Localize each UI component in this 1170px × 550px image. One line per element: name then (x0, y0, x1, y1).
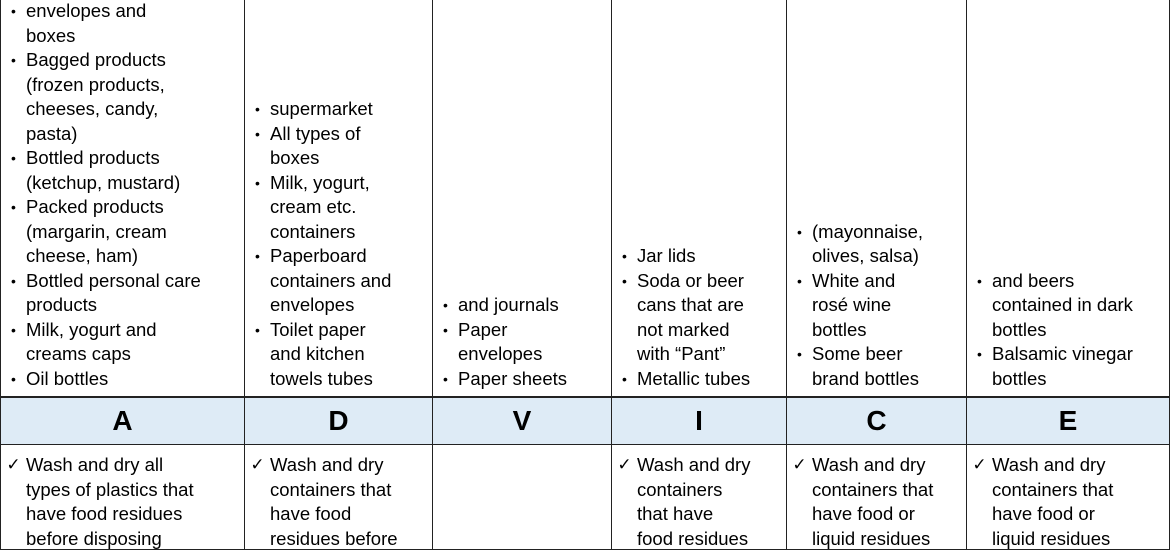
item-text-line: Milk, yogurt, (270, 171, 370, 193)
item-text-line: containers that (812, 478, 934, 500)
item-text-line: Paper sheets (458, 367, 568, 389)
item-text-line: have food or (812, 503, 915, 524)
item-text-line: creams caps (26, 343, 131, 364)
bullet-icon: • (622, 248, 627, 264)
item-text-line: bottles (992, 318, 1047, 340)
bullet-icon: • (443, 321, 448, 338)
item-list (1, 0, 205, 391)
items-cell-a (0, 0, 244, 397)
list-item (1, 269, 205, 318)
item-text-line: Wash and dry (812, 454, 926, 475)
item-list (433, 293, 571, 391)
item-text-line: Metallic tubes (637, 367, 751, 389)
item-text-line: have food residues (26, 503, 183, 524)
item-text-line: and beers (992, 269, 1075, 291)
item-text-line: Wash and dry all (26, 454, 164, 475)
list-item (1, 318, 205, 367)
item-text-line: Milk, yogurt and (26, 318, 157, 340)
item-text-line: residues before (270, 527, 398, 549)
item-text-line: towels tubes (270, 367, 373, 389)
list-item (245, 122, 395, 171)
item-text-line: (mayonnaise, (812, 220, 924, 242)
item-text-line: envelopes (270, 294, 355, 315)
list-item (967, 342, 1137, 391)
list-item (1, 0, 205, 48)
bullet-icon: • (11, 199, 16, 215)
category-letter: D (328, 404, 349, 436)
item-text-line: olives, salsa) (812, 245, 919, 266)
item-text-line: Jar lids (637, 245, 696, 266)
list-item (245, 171, 395, 245)
item-text-line: Oil bottles (26, 367, 109, 389)
bullet-icon: • (622, 370, 627, 387)
item-text-line: Toilet paper (270, 318, 366, 340)
list-item (787, 269, 927, 343)
bullet-icon: • (977, 346, 982, 362)
item-text-line: boxes (26, 24, 76, 46)
bullet-icon: • (797, 346, 802, 362)
bullet-icon: • (11, 3, 16, 19)
instructions-cell-d (244, 445, 432, 550)
list-item (433, 367, 571, 392)
category-cell-v (432, 397, 611, 445)
item-text-line: food residues (637, 527, 749, 549)
list-item (967, 453, 1117, 550)
list-item (1, 367, 205, 392)
bullet-icon: • (255, 321, 260, 338)
item-text-line: liquid residues (992, 527, 1111, 549)
item-text-line: Paperboard (270, 245, 367, 266)
bullet-icon: • (797, 223, 802, 240)
bullet-icon: • (977, 272, 982, 289)
instruction-list (612, 453, 754, 550)
list-item (612, 244, 754, 269)
category-letter: A (112, 404, 133, 436)
category-cell-i (611, 397, 786, 445)
item-text-line: (ketchup, mustard) (26, 171, 181, 193)
category-letter: C (866, 404, 887, 436)
item-list (612, 244, 754, 391)
item-text-line: containers that (270, 478, 392, 500)
list-item (245, 244, 395, 318)
item-text-line: products (26, 294, 97, 315)
item-text-line: and kitchen (270, 343, 365, 364)
list-item (1, 453, 198, 550)
list-item (612, 269, 754, 367)
item-text-line: All types of (270, 122, 361, 144)
list-item (612, 453, 754, 550)
category-letter: E (1058, 404, 1078, 436)
item-text-line: White and (812, 269, 896, 291)
items-cell-v (432, 0, 611, 397)
item-text-line: and journals (458, 294, 559, 315)
item-text-line: contained in dark (992, 294, 1133, 315)
category-cell-a (0, 397, 244, 445)
item-text-line: containers (637, 478, 723, 500)
item-text-line: Bottled products (26, 147, 160, 168)
item-text-line: containers (270, 220, 356, 242)
item-text-line: Some beer (812, 343, 903, 364)
bullet-icon: • (622, 272, 627, 289)
bullet-icon: • (255, 248, 260, 264)
category-cell-e (966, 397, 1170, 445)
item-text-line: supermarket (270, 98, 373, 119)
item-text-line: cans that are (637, 294, 744, 315)
item-text-line: bottles (812, 318, 867, 340)
instruction-list (787, 453, 937, 550)
item-text-line: cream etc. (270, 196, 357, 217)
items-cell-i (611, 0, 786, 397)
instructions-row (0, 445, 1170, 550)
instruction-list (1, 453, 198, 550)
instructions-cell-v (432, 445, 611, 550)
list-item (1, 146, 205, 195)
item-text-line: containers that (992, 478, 1114, 500)
item-text-line: have food (270, 503, 352, 524)
item-text-line: (margarin, cream (26, 220, 167, 242)
item-text-line: cheeses, candy, (26, 98, 159, 119)
instructions-cell-e (966, 445, 1170, 550)
list-item (612, 367, 754, 392)
list-item (433, 318, 571, 367)
item-text-line: Wash and dry (992, 454, 1106, 475)
bullet-icon: • (11, 150, 16, 166)
category-cell-c (786, 397, 966, 445)
list-item (787, 342, 927, 391)
instructions-cell-c (786, 445, 966, 550)
instructions-cell-a (0, 445, 244, 550)
checkmark-icon: ✓ (6, 455, 21, 474)
item-text-line: Bottled personal care (26, 269, 201, 291)
bullet-icon: • (443, 297, 448, 313)
list-item (787, 220, 927, 269)
item-text-line: pasta) (26, 122, 78, 144)
item-text-line: liquid residues (812, 527, 931, 549)
item-text-line: types of plastics that (26, 478, 194, 500)
bullet-icon: • (255, 101, 260, 117)
checkmark-icon: ✓ (792, 455, 807, 474)
list-item (245, 453, 402, 550)
item-text-line: Balsamic vinegar (992, 343, 1133, 364)
checkmark-icon: ✓ (250, 455, 265, 474)
item-text-line: not marked (637, 318, 730, 340)
bullet-icon: • (11, 272, 16, 289)
item-list (245, 97, 395, 391)
item-text-line: that have (637, 503, 714, 524)
item-text-line: brand bottles (812, 367, 919, 389)
item-text-line: envelopes (458, 343, 543, 364)
item-text-line: (frozen products, (26, 73, 165, 95)
item-text-line: before disposing (26, 527, 162, 549)
list-item (433, 293, 571, 318)
instructions-cell-i (611, 445, 786, 550)
item-text-line: Bagged products (26, 49, 166, 70)
items-cell-c (786, 0, 966, 397)
item-text-line: Soda or beer (637, 269, 744, 291)
item-list (787, 220, 927, 392)
list-item (1, 195, 205, 269)
item-text-line: bottles (992, 367, 1047, 389)
category-cell-d (244, 397, 432, 445)
bullet-icon: • (443, 370, 448, 387)
item-text-line: Packed products (26, 196, 164, 217)
item-text-line: have food or (992, 503, 1095, 524)
item-text-line: boxes (270, 147, 320, 168)
bullet-icon: • (11, 321, 16, 338)
item-text-line: Wash and dry (270, 454, 384, 475)
items-cell-e (966, 0, 1170, 397)
items-cell-d (244, 0, 432, 397)
instruction-list (967, 453, 1117, 550)
item-text-line: with “Pant” (637, 343, 726, 364)
bullet-icon: • (255, 125, 260, 142)
list-item (967, 269, 1137, 343)
list-item (245, 318, 395, 392)
item-text-line: envelopes and (26, 0, 147, 21)
item-list (967, 269, 1137, 392)
item-text-line: Wash and dry (637, 454, 751, 475)
category-letter: I (695, 404, 703, 436)
list-item (245, 97, 395, 122)
item-text-line: containers and (270, 269, 392, 291)
bullet-icon: • (797, 272, 802, 289)
instruction-list (245, 453, 402, 550)
list-item (1, 48, 205, 146)
checkmark-icon: ✓ (617, 455, 632, 474)
category-letter: V (512, 404, 532, 436)
bullet-icon: • (11, 370, 16, 387)
bullet-icon: • (11, 52, 16, 68)
category-letter-row (0, 397, 1170, 445)
item-text-line: rosé wine (812, 294, 892, 315)
checkmark-icon: ✓ (972, 455, 987, 474)
item-text-line: cheese, ham) (26, 245, 139, 266)
item-text-line: Paper (458, 318, 508, 340)
bullet-icon: • (255, 174, 260, 191)
list-item (787, 453, 937, 550)
